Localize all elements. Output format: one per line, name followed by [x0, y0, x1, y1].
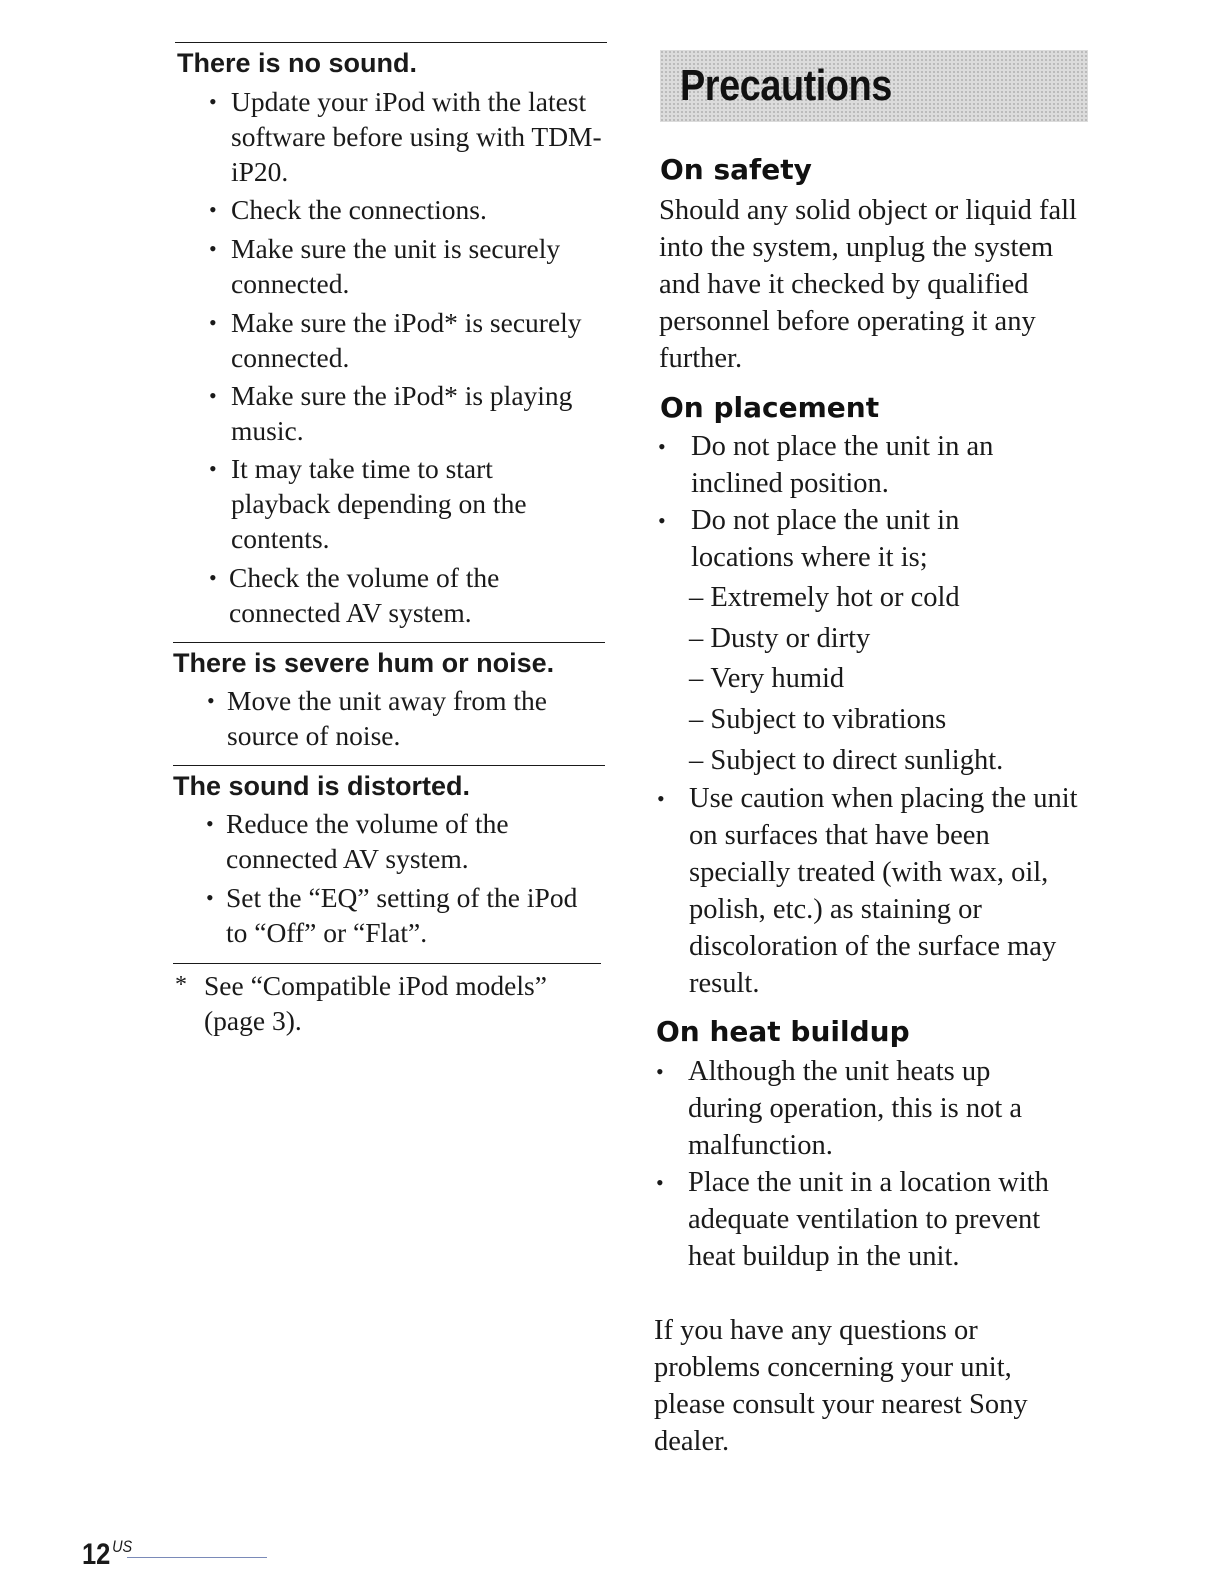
page-number-value: 12	[82, 1538, 111, 1571]
precautions-title: Precautions	[680, 61, 892, 110]
precautions-banner	[660, 50, 1088, 122]
list-item-text: Make sure the iPod* is playing music.	[231, 380, 573, 446]
placement-sub-item: – Extremely hot or cold	[689, 582, 960, 613]
list-item-text: Do not place the unit in an inclined position.	[691, 431, 994, 499]
placement-heading: On placement	[660, 391, 880, 424]
placement-sub-item-text: Dusty or dirty	[710, 623, 871, 654]
placement-sub-item: – Subject to direct sunlight.	[689, 745, 1004, 776]
placement-sub-item: – Subject to vibrations	[689, 704, 947, 735]
list-item-text: Place the unit in a location with adequate ventilation to prevent heat buildup in the unit.	[688, 1167, 1049, 1272]
list-item: • Make sure the iPod* is securely connected.	[209, 305, 605, 375]
section-divider	[173, 642, 605, 643]
placement-sub-item-text: Very humid	[710, 663, 845, 694]
list-item-text: Check the connections.	[231, 194, 487, 225]
list-item-text: Make sure the iPod* is securely connected.	[231, 307, 582, 373]
list-item: • Use caution when placing the unit on surfaces that have been specially treated (with wax, oil, polish, etc.) as staining or discoloration of the surface may result.	[657, 780, 1087, 1002]
section-divider	[173, 963, 601, 964]
footnote	[173, 968, 583, 1038]
list-item-text: Use caution when placing the unit on surfaces that have been specially treated (with wax, oil, polish, etc.) as staining or discoloration of the surface may result.	[689, 783, 1078, 999]
list-item: • Update your iPod with the latest software before using with TDM-iP20.	[209, 84, 605, 189]
placement-sub-item-text: Subject to direct sunlight.	[710, 745, 1004, 776]
heat-heading: On heat buildup	[656, 1015, 910, 1048]
page-number	[82, 1532, 132, 1570]
safety-heading: On safety	[660, 153, 812, 186]
list-item-text: Although the unit heats up during operation, this is not a malfunction.	[688, 1056, 1023, 1161]
contact-paragraph: If you have any questions or problems concerning your unit, please consult your nearest Sony dealer.	[654, 1315, 1028, 1457]
list-item: • Place the unit in a location with adequate ventilation to prevent heat buildup in the unit.	[656, 1164, 1086, 1275]
list-item-text: Update your iPod with the latest software before using with TDM-iP20.	[231, 86, 602, 187]
placement-sub-item: – Very humid	[689, 663, 845, 694]
list-item: • Make sure the unit is securely connected.	[209, 231, 605, 301]
list-item-text: Reduce the volume of the connected AV system.	[226, 808, 509, 874]
list-item: • Check the connections.	[209, 192, 605, 227]
safety-text: Should any solid object or liquid fall into the system, unplug the system and have it checked by qualified personnel before operating it any further.	[659, 195, 1077, 374]
list-item-text: Check the volume of the connected AV system.	[229, 562, 500, 628]
page-number-suffix: US	[112, 1537, 133, 1556]
list-item: • Make sure the iPod* is playing music.	[209, 378, 605, 448]
bottom-edge-line	[127, 1557, 267, 1558]
list-item-text: Do not place the unit in locations where it is;	[691, 505, 960, 573]
footnote-text: See “Compatible iPod models” (page 3).	[204, 970, 547, 1036]
list-item-text: Move the unit away from the source of noise.	[227, 685, 547, 751]
hum-noise-heading: There is severe hum or noise.	[173, 648, 555, 678]
list-item: • Reduce the volume of the connected AV system.	[206, 806, 571, 876]
distorted-heading: The sound is distorted.	[173, 771, 471, 801]
list-item: • Do not place the unit in locations where it is;	[658, 502, 1018, 576]
placement-sub-item-text: Subject to vibrations	[710, 704, 947, 735]
no-sound-heading: There is no sound.	[177, 48, 418, 78]
section-divider	[173, 765, 605, 766]
placement-sub-item-text: Extremely hot or cold	[710, 582, 960, 613]
list-item: • Set the “EQ” setting of the iPod to “Off” or “Flat”.	[206, 880, 605, 950]
list-item: • Move the unit away from the source of noise.	[207, 683, 605, 753]
list-item-text: Make sure the unit is securely connected.	[231, 233, 561, 299]
list-item-text: It may take time to start playback depending on the contents.	[231, 453, 527, 554]
list-item: • It may take time to start playback depending on the contents.	[209, 451, 589, 556]
list-item-text: Set the “EQ” setting of the iPod to “Off” or “Flat”.	[226, 882, 578, 948]
placement-sub-item: – Dusty or dirty	[689, 623, 871, 654]
list-item: • Check the volume of the connected AV system.	[209, 560, 589, 630]
list-item: • Do not place the unit in an inclined position.	[658, 428, 1038, 502]
list-item: • Although the unit heats up during operation, this is not a malfunction.	[656, 1053, 1066, 1164]
section-divider	[175, 42, 607, 43]
footnote-marker: *	[175, 972, 187, 998]
